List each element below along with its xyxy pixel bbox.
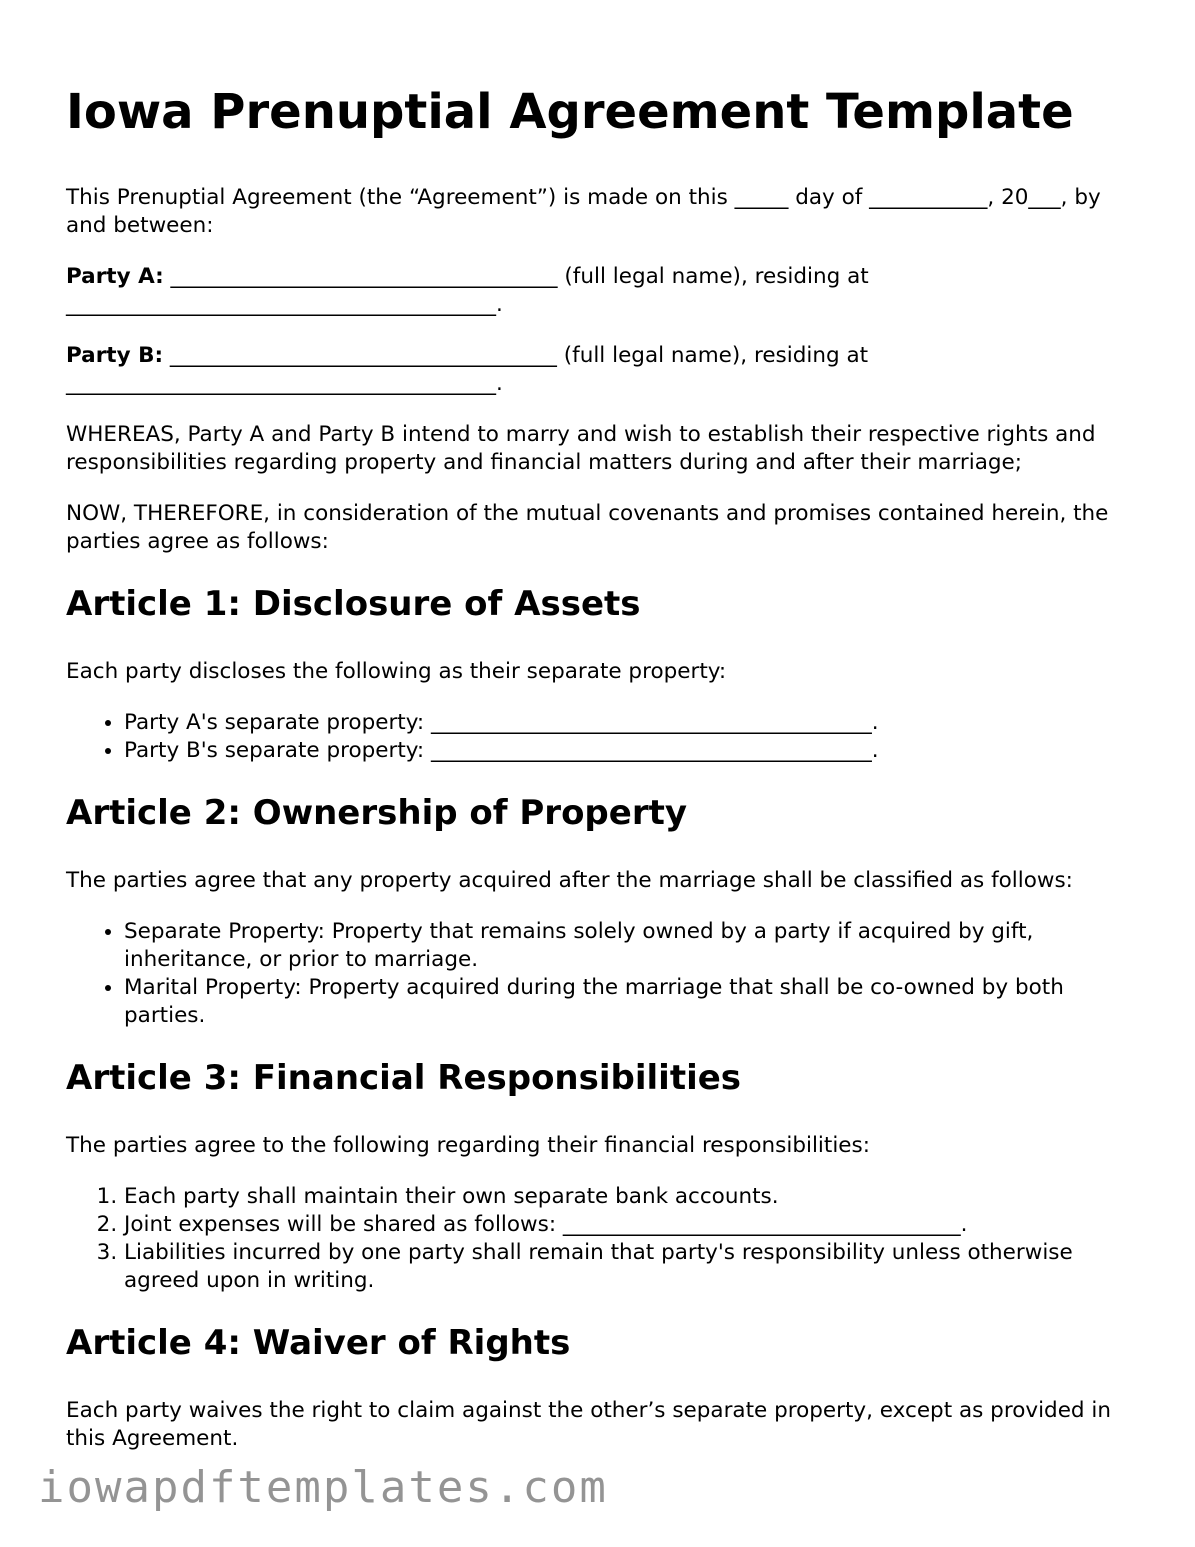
intro-paragraph: This Prenuptial Agreement (the “Agreement”) is made on this _____ day of ___________, 20___, by and between: [66,185,1101,238]
document-title: Iowa Prenuptial Agreement Template [66,84,1074,140]
list-item: 3. Liabilities incurred by one party shall remain that party's responsibility unless otherwise agreed upon in writing. [124,1239,1136,1295]
list-item: • Party B's separate property: _________________________________________. [124,737,1136,765]
document-page [66,80,1136,1476]
article-3-intro: The parties agree to the following regarding their financial responsibilities: [66,1133,870,1158]
article-3-heading: Article 3: Financial Responsibilities [66,1058,742,1098]
article-1-heading: Article 1: Disclosure of Assets [66,584,641,624]
party-b-text: ____________________________________ (full legal name), residing at ________________________________________. [66,343,869,396]
list-item: • Separate Property: Property that remains solely owned by a party if acquired by gift, inheritance, or prior to marriage. [124,918,1136,974]
list-item: • Party A's separate property: _________________________________________. [124,709,1136,737]
article-1-intro: Each party discloses the following as their separate property: [66,659,727,684]
now-therefore-paragraph: NOW, THEREFORE, in consideration of the mutual covenants and promises contained herein, the parties agree as follows: [66,501,1109,554]
article-2-intro: The parties agree that any property acquired after the marriage shall be classified as follows: [66,868,1073,893]
party-a-text: ____________________________________ (full legal name), residing at ________________________________________. [66,264,869,317]
list-item: 1. Each party shall maintain their own separate bank accounts. [124,1183,1136,1211]
list-item: 2. Joint expenses will be shared as follows: _____________________________________. [124,1211,1136,1239]
watermark: iowapdftemplates.com [38,1462,608,1513]
whereas-paragraph: WHEREAS, Party A and Party B intend to marry and wish to establish their respective rights and responsibilities regarding property and financial matters during and after their marriage; [66,422,1096,475]
party-b-label: Party B: [66,343,164,368]
article-2-list [66,918,1136,1030]
list-item: • Marital Property: Property acquired during the marriage that shall be co-owned by both parties. [124,974,1136,1030]
article-3-list [66,1183,1136,1295]
article-4-heading: Article 4: Waiver of Rights [66,1323,571,1363]
party-b-line [66,342,1136,398]
article-1-list [66,709,1136,765]
article-4-intro: Each party waives the right to claim against the other’s separate property, except as provided in this Agreement. [66,1398,1111,1451]
article-2-heading: Article 2: Ownership of Property [66,793,688,833]
party-a-line [66,263,1136,319]
party-a-label: Party A: [66,264,164,289]
